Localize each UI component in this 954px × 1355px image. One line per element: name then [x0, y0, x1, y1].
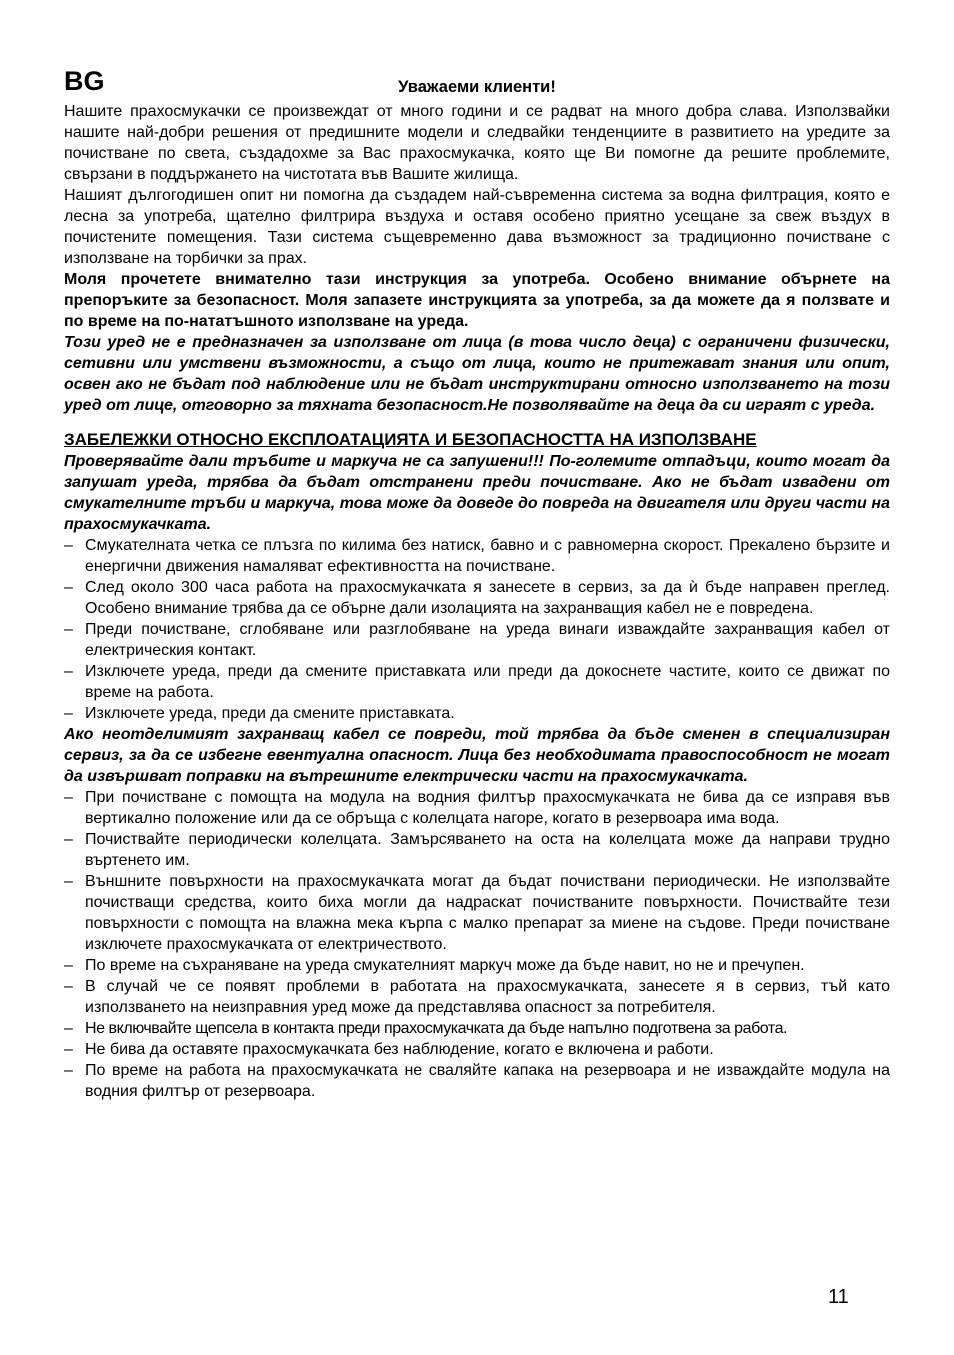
list-item: – Не включвайте щепсела в контакта преди прахосмукачката да бъде напълно подготвена за работа. — [64, 1018, 890, 1039]
language-code: BG — [64, 66, 105, 96]
intro-paragraph-1: Нашите прахосмукачки се произвеждат от много години и се радват на много добра слава. Използвайки нашите най-добри решения от предишните модели и следвайки тенденциите в развитието на уредите за почистване по света, създадохме за Вас прахосмукачка, която ще Ви помогне да решите проблемите, свързани в поддържането на чистотата във Вашите жилища. — [64, 103, 890, 183]
list-item: – При почистване с помощта на модула на водния филтър прахосмукачката не бива да се изправя във вертикално положение или да се обръща с колелцата нагоре, когато в резервоара има вода. — [64, 787, 890, 829]
safety-heading: ЗАБЕЛЕЖКИ ОТНОСНО ЕКСПЛОАТАЦИЯТА И БЕЗОПАСНОСТТА НА ИЗПОЛЗВАНЕ — [64, 430, 757, 449]
list-item: – След около 300 часа работа на прахосмукачката я занесете в сервиз, за да ѝ бъде направен преглед. Особено внимание трябва да се обърне дали изолацията на захранващия кабел не е повредена. — [64, 577, 890, 619]
list-item: – По време на работа на прахосмукачката не сваляйте капака на резервоара и не изваждайте модула на водния филтър от резервоара. — [64, 1060, 890, 1102]
list-item: – В случай че се появят проблеми в работата на прахосмукачката, занесете я в сервиз, тъй като използването на неизправния уред може да представлява опасност за потребителя. — [64, 976, 890, 1018]
list-item: – Не бива да оставяте прахосмукачката без наблюдение, когато е включена и работи. — [64, 1039, 890, 1060]
safety-list-1 — [64, 535, 890, 724]
read-instructions-notice: Моля прочетете внимателно тази инструкция за употреба. Особено внимание обърнете на препоръките за безопасност. Моля запазете инструкцията за употреба, за да можете да я ползвате и по време на по-нататъшното използване на уреда. — [64, 271, 890, 330]
list-item: – Смукателната четка се плъзга по килима без натиск, бавно и с равномерна скорост. Прекалено бързите и енергични движения намаляват ефективността на почистване. — [64, 535, 890, 577]
greeting-title: Уважаеми клиенти! — [398, 78, 556, 96]
list-item: – Външните повърхности на прахосмукачката могат да бъдат почиствани периодически. Не използвайте почистващи средства, които биха могли да надраскат почистваните повърхности. Почиствайте тези повърхности с помощта на влажна мека кърпа с малко препарат за миене на съдове. Преди почистване изключете прахосмукачката от електричеството. — [64, 871, 890, 955]
hose-check-warning: Проверявайте дали тръбите и маркуча не са запушени!!! По-големите отпадъци, които могат да запушат уреда, трябва да бъдат отстранени преди почистване. Ако не бъдат извадени от смукателните тръби и маркуча, това може да доведе до повреда на двигателя или други части на прахосмукачката. — [64, 453, 890, 533]
content-body — [64, 101, 890, 1102]
restricted-use-warning: Този уред не е предназначен за използване от лица (в това число деца) с ограничени физически, сетивни или умствени възможности, а също от лица, които не притежават знания или опит, освен ако не бъдат под наблюдение или не бъдат инструктирани относно използването на този уред от лице, отговорно за тяхната безопасност.Не позволявайте на деца да си играят с уреда. — [64, 334, 890, 414]
safety-list-2 — [64, 787, 890, 1102]
list-item: – Преди почистване, сглобяване или разглобяване на уреда винаги изваждайте захранващия кабел от електрическия контакт. — [64, 619, 890, 661]
list-item: – По време на съхраняване на уреда смукателният маркуч може да бъде навит, но не и пречупен. — [64, 955, 890, 976]
power-cable-warning: Ако неотделимият захранващ кабел се повреди, той трябва да бъде сменен в специализиран сервиз, за да се избегне евентуална опасност. Лица без необходимата правоспособност не могат да извършват поправки на вътрешните електрически части на прахосмукачката. — [64, 726, 890, 785]
list-item: – Почиствайте периодически колелцата. Замърсяването на оста на колелцата може да направи трудно въртенето им. — [64, 829, 890, 871]
list-item: – Изключете уреда, преди да смените приставката или преди да докоснете частите, които се движат по време на работа. — [64, 661, 890, 703]
list-item: – Изключете уреда, преди да смените приставката. — [64, 703, 890, 724]
page-number: 11 — [828, 1286, 849, 1308]
intro-paragraph-2: Нашият дългогодишен опит ни помогна да създадем най-съвременна система за водна филтрация, която е лесна за употреба, щателно филтрира въздуха и оставя особено приятно усещане за свеж въздух в почистените помещения. Тази система същевременно дава възможност за традиционно почистване с използване на торбички за прах. — [64, 187, 890, 267]
